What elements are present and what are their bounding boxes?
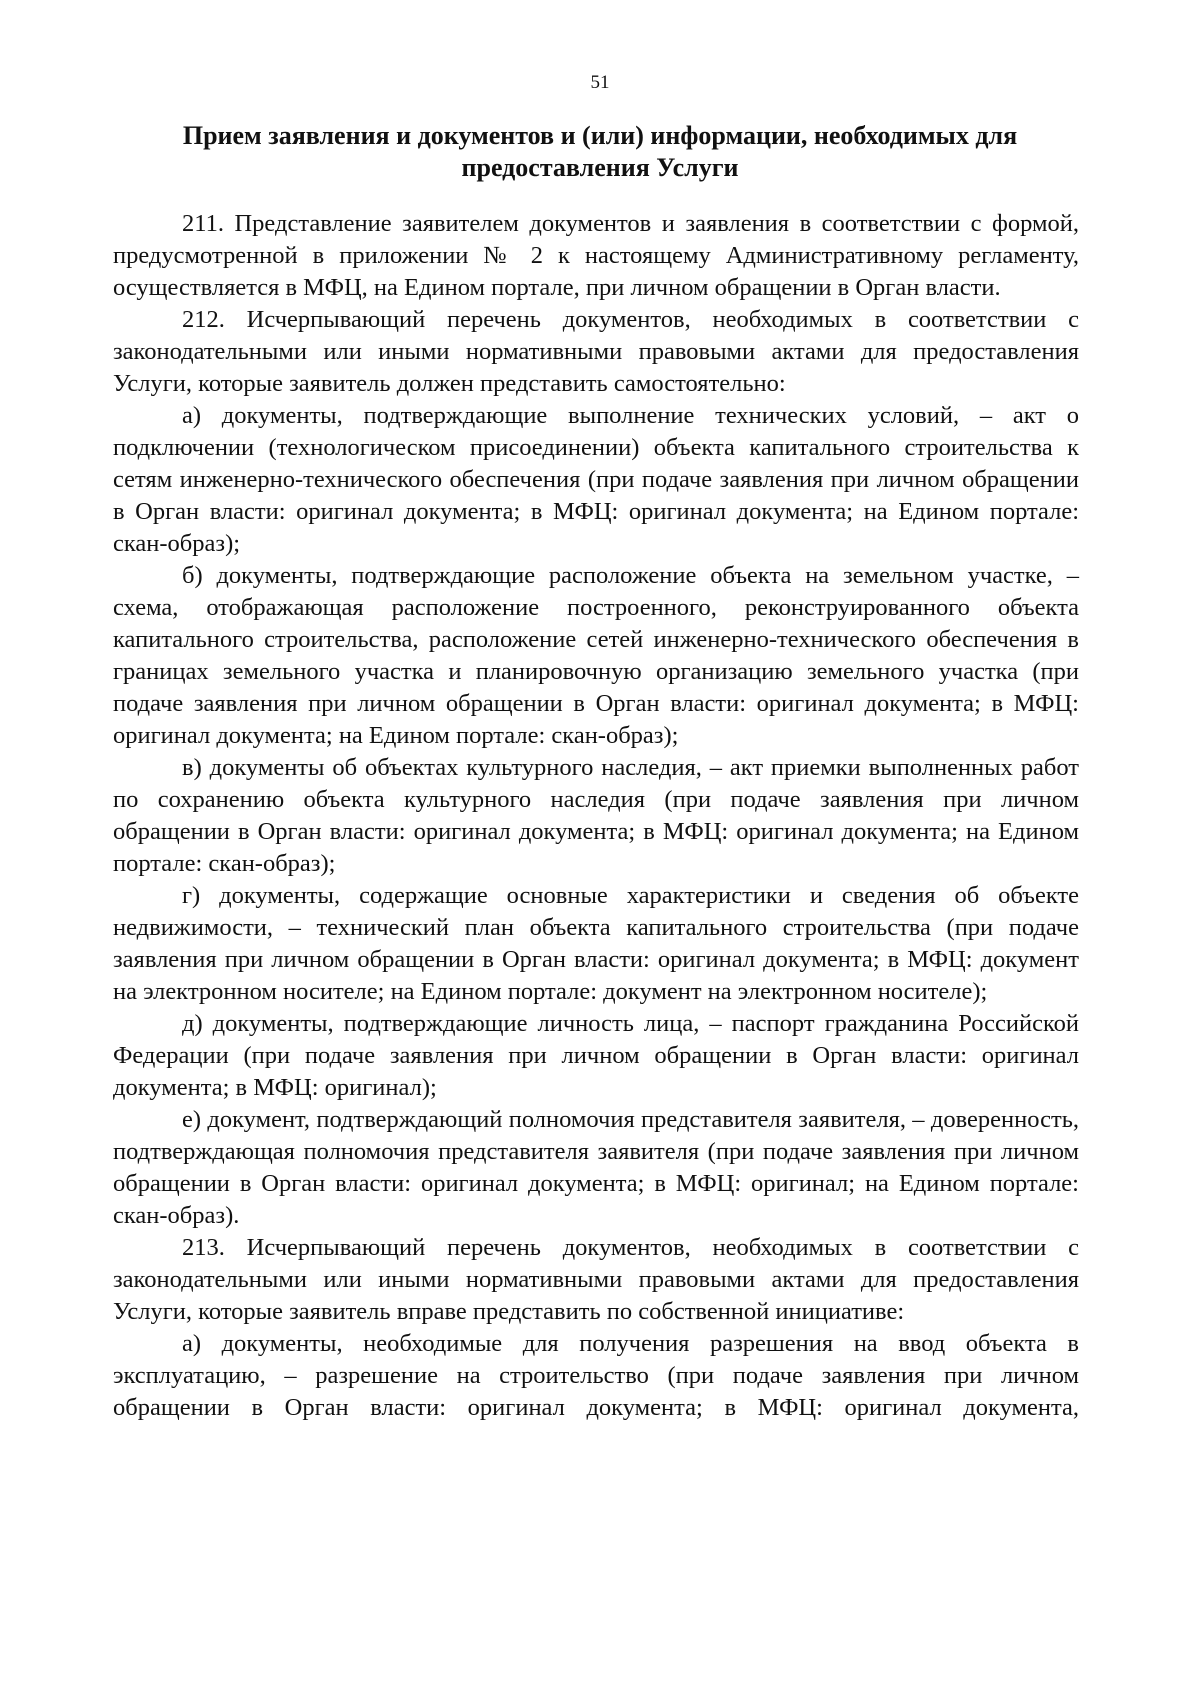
paragraph-212: 212. Исчерпывающий перечень документов, необходимых в соответствии с законодательными или иными нормативными правовыми актами для предоставления Услуги, которые заявитель должен представить самостоятельно: [113,306,1079,397]
list-item-212-v: в) документы об объектах культурного наследия, – акт приемки выполненных работ по сохранению объекта культурного наследия (при подаче заявления при личном обращении в Орган власти: оригинал документа; в МФЦ: оригинал документа; на Едином портале: скан-образ); [113,754,1079,877]
list-item-212-g: г) документы, содержащие основные характеристики и сведения об объекте недвижимости, – технический план объекта капитального строительства (при подаче заявления при личном обращении в Орган власти: оригинал документа; в МФЦ: документ на электронном носителе; на Едином портале: документ на электронном носителе); [113,882,1079,1005]
document-body [113,208,1079,1424]
section-heading: Прием заявления и документов и (или) информации, необходимых для предоставления Услуги [182,121,1018,182]
paragraph-211: 211. Представление заявителем документов и заявления в соответствии с формой, предусмотренной в приложении № 2 к настоящему Административному регламенту, осуществляется в МФЦ, на Едином портале, при личном обращении в Орган власти. [113,210,1079,301]
list-item-213-a: а) документы, необходимые для получения разрешения на ввод объекта в эксплуатацию, – разрешение на строительство (при подаче заявления при личном обращении в Орган власти: оригинал документа; в МФЦ: оригинал документа, [113,1330,1079,1421]
list-item-212-a: а) документы, подтверждающие выполнение технических условий, – акт о подключении (технологическом присоединении) объекта капитального строительства к сетям инженерно-технического обеспечения (при подаче заявления при личном обращении в Орган власти: оригинал документа; в МФЦ: оригинал документа; на Едином портале: скан-образ); [113,402,1079,557]
paragraph-213: 213. Исчерпывающий перечень документов, необходимых в соответствии с законодательными или иными нормативными правовыми актами для предоставления Услуги, которые заявитель вправе представить по собственной инициативе: [113,1234,1079,1325]
page-number: 51 [590,72,610,93]
list-item-212-d: д) документы, подтверждающие личность лица, – паспорт гражданина Российской Федерации (при подаче заявления при личном обращении в Орган власти: оригинал документа; в МФЦ: оригинал); [113,1010,1079,1101]
list-item-212-b: б) документы, подтверждающие расположение объекта на земельном участке, – схема, отображающая расположение построенного, реконструированного объекта капитального строительства, расположение сетей инженерно-технического обеспечения в границах земельного участка и планировочную организацию земельного участка (при подаче заявления при личном обращении в Орган власти: оригинал документа; в МФЦ: оригинал документа; на Едином портале: скан-образ); [113,562,1079,749]
list-item-212-e: е) документ, подтверждающий полномочия представителя заявителя, – доверенность, подтверждающая полномочия представителя заявителя (при подаче заявления при личном обращении в Орган власти: оригинал документа; в МФЦ: оригинал; на Едином портале: скан-образ). [113,1106,1079,1229]
